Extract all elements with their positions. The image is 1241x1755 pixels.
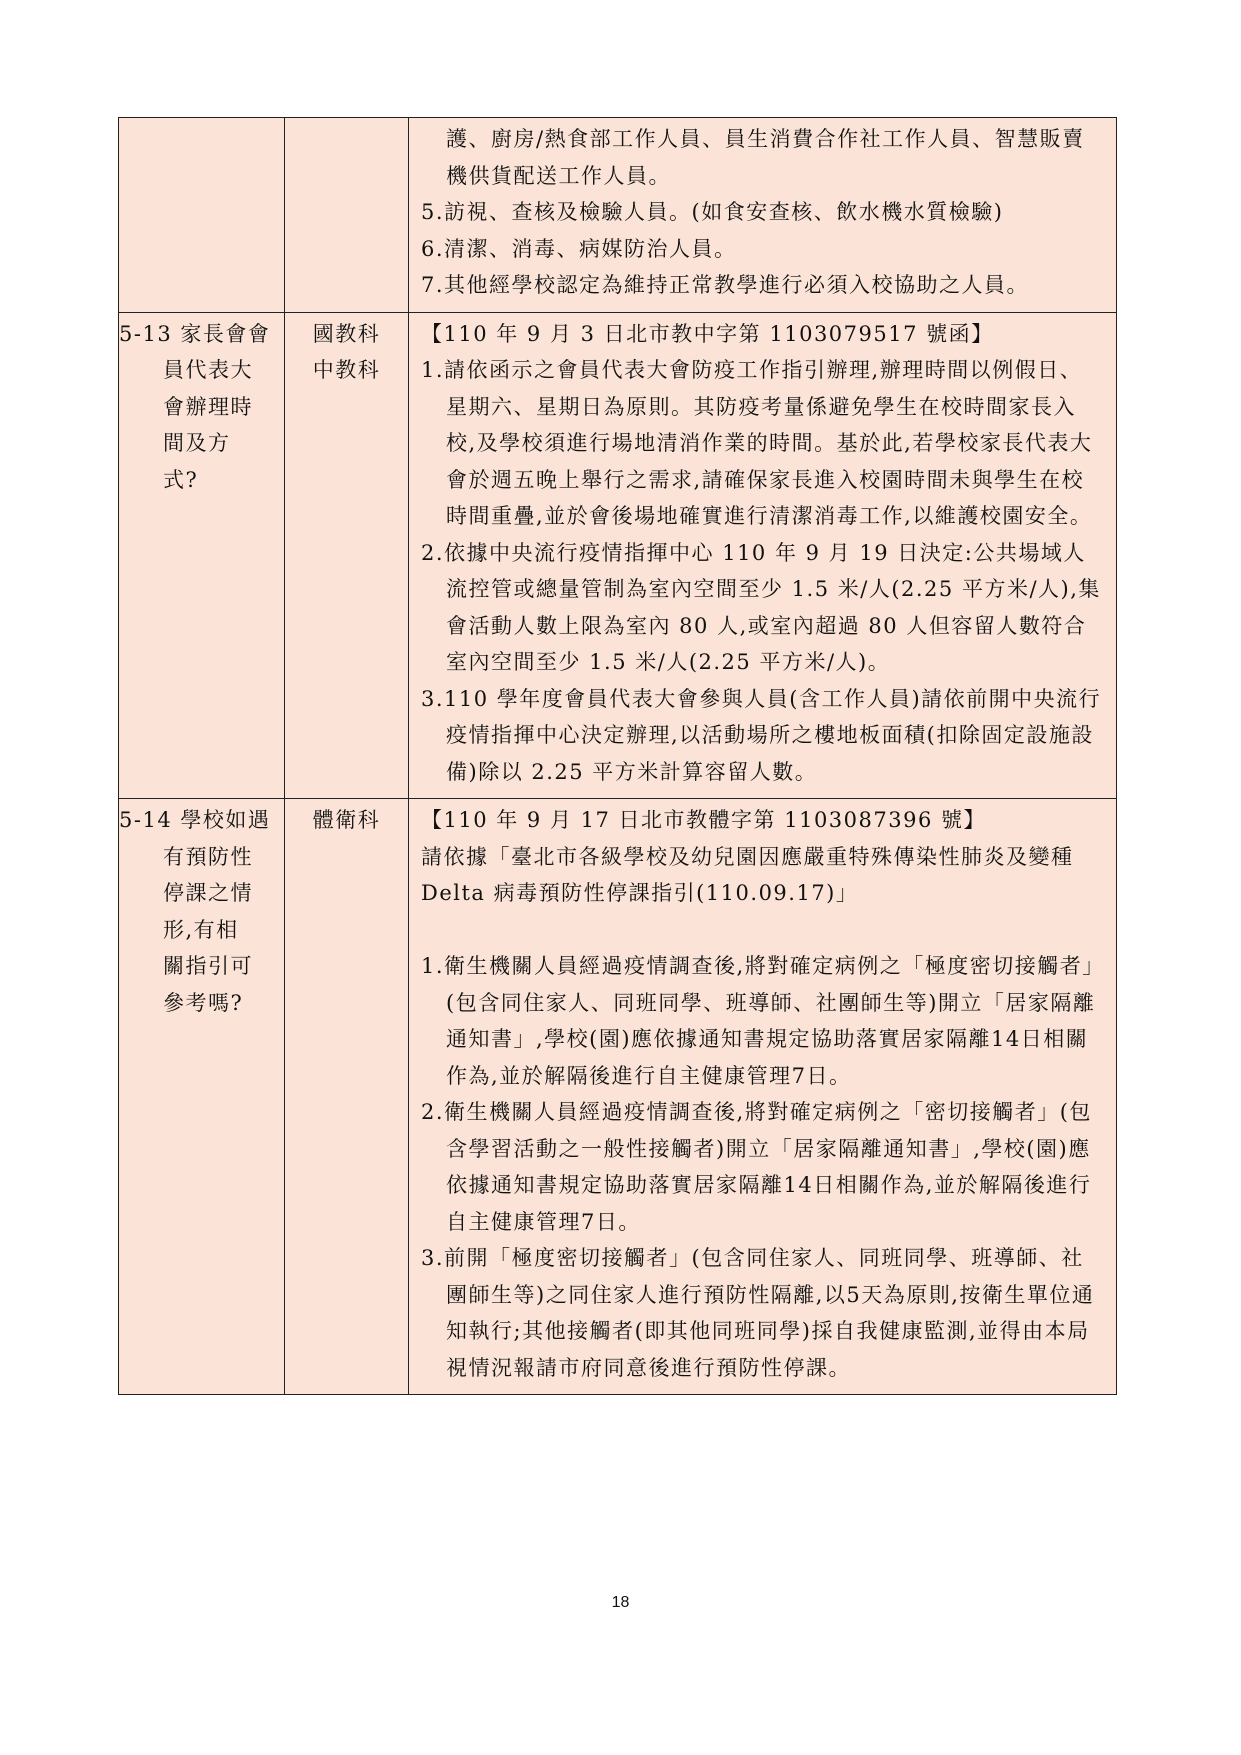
- question-line: 形,有相: [163, 917, 239, 942]
- question-cell: [119, 799, 285, 1395]
- question-line: 參考嗎?: [163, 990, 244, 1015]
- content-paragraph: 請依據「臺北市各級學校及幼兒園因應嚴重特殊傳染性肺炎及變種 Delta 病毒預防性停課指引(110.09.17)」: [421, 844, 1074, 905]
- unit-label: 國教科: [312, 321, 381, 346]
- reference-heading: 【110 年 9 月 3 日北市教中字第 1103079517 號函】: [421, 321, 994, 346]
- question-cell: [119, 118, 285, 313]
- blank-line: [421, 912, 1104, 949]
- content-item-5: 5.訪視、查核及檢驗人員。(如食安查核、飲水機水質檢驗): [421, 200, 1004, 224]
- content-item-6: 6.清潔、消毒、病媒防治人員。: [421, 236, 737, 261]
- question-line: 式?: [163, 467, 199, 492]
- question-line: 員代表大: [163, 358, 253, 382]
- table-row: [119, 312, 1117, 799]
- content-item-1: 1.請依函示之會員代表大會防疫工作指引辦理,辦理時間以例假日、星期六、星期日為原則。其防疫考量係避免學生在校時間家長入校,及學校須進行場地清消作業的時間。基於此,若學校家長代表大會於週五晚上舉行之需求,請確保家長進入校園時間未與學生在校時間重疊,並於會後場地確實進行清潔消毒工作,以維護校園安全。: [421, 358, 1093, 528]
- question-line: 關指引可: [163, 954, 253, 978]
- content-cell: [409, 118, 1117, 313]
- content-cell: [409, 799, 1117, 1395]
- unit-cell: [285, 312, 409, 799]
- content-item-2: 2.衛生機關人員經過疫情調查後,將對確定病例之「密切接觸者」(包含學習活動之一般性接觸者)開立「居家隔離通知書」,學校(園)應依據通知書規定協助落實居家隔離14日相關作為,並於解隔後進行自主健康管理7日。: [421, 1100, 1092, 1234]
- content-item-7: 7.其他經學校認定為維持正常教學進行必須入校協助之人員。: [421, 273, 1030, 297]
- content-item-3: 3.110 學年度會員代表大會參與人員(含工作人員)請依前開中央流行疫情指揮中心決定辦理,以活動場所之樓地板面積(扣除固定設施設備)除以 2.25 平方米計算容留人數。: [421, 686, 1102, 784]
- unit-label: 體衛科: [312, 808, 381, 832]
- question-cell: [119, 312, 285, 799]
- question-line: 5-14 學校如遇: [119, 808, 271, 832]
- unit-cell: [285, 799, 409, 1395]
- content-item-2: 2.依據中央流行疫情指揮中心 110 年 9 月 19 日決定:公共場域人流控管或總量管制為室內空間至少 1.5 米/人(2.25 平方米/人),集會活動人數上限為室內 80 人,或室內超過 80 人但容留人數符合室內空間至少 1.5 米/人(2.25 平方米/人)。: [421, 540, 1101, 674]
- reference-heading: 【110 年 9 月 17 日北市教體字第 1103087396 號】: [421, 808, 986, 832]
- table-row: [119, 118, 1117, 313]
- question-line: 會辦理時: [163, 394, 253, 419]
- table-row: [119, 799, 1117, 1395]
- content-cell: [409, 312, 1117, 799]
- unit-cell: [285, 118, 409, 313]
- page-number: 18: [611, 1594, 630, 1611]
- question-line: 有預防性: [163, 844, 253, 869]
- question-line: 5-13 家長會會: [119, 321, 271, 346]
- unit-label: 中教科: [312, 358, 381, 382]
- content-item-3: 3.前開「極度密切接觸者」(包含同住家人、同班同學、班導師、社團師生等)之同住家人進行預防性隔離,以5天為原則,按衛生單位通知執行;其他接觸者(即其他同班同學)採自我健康監測,並得由本局視情況報請市府同意後進行預防性停課。: [421, 1246, 1095, 1380]
- question-line: 停課之情: [163, 881, 253, 905]
- content-item-1: 1.衛生機關人員經過疫情調查後,將對確定病例之「極度密切接觸者」(包含同住家人、同班同學、班導師、社團師生等)開立「居家隔離通知書」,學校(園)應依據通知書規定協助落實居家隔離14日相關作為,並於解隔後進行自主健康管理7日。: [421, 954, 1096, 1088]
- content-paragraph: 護、廚房/熱食部工作人員、員生消費合作社工作人員、智慧販賣機供貨配送工作人員。: [446, 127, 1085, 188]
- qa-table: [118, 117, 1117, 1395]
- question-line: 間及方: [163, 431, 231, 455]
